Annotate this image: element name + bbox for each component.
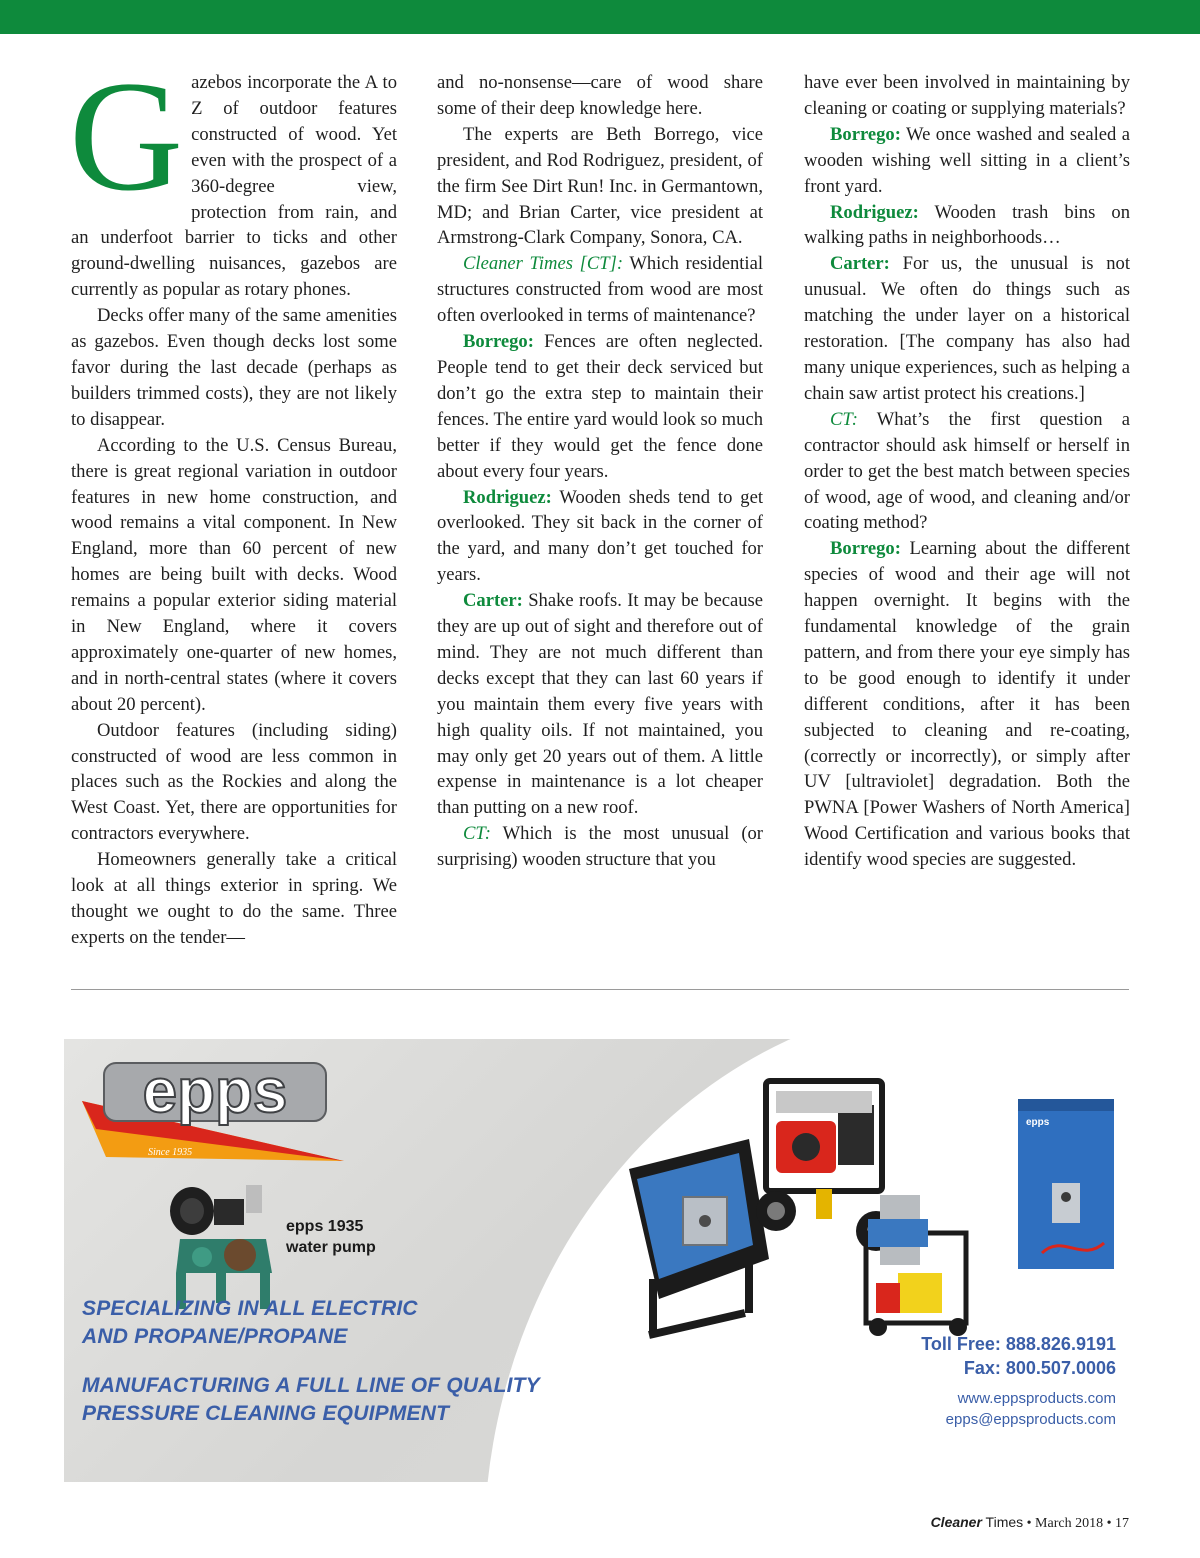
tagline-line: PRESSURE CLEANING EQUIPMENT (82, 1402, 450, 1425)
speaker-label: Borrego: (830, 538, 901, 560)
interview-answer (804, 536, 1130, 873)
interview-question (437, 821, 763, 873)
tagline-line: MANUFACTURING A FULL LINE OF QUALITY (82, 1374, 540, 1397)
email-link[interactable]: epps@eppsproducts.com (945, 1411, 1116, 1428)
paragraph-text: azebos incorporate the A to Z of outdoor features constructed of wood. Yet even with the prospect of a 360-degree view, protection from rain, and an underfoot barrier to ticks and other ground-dwelling nuisances, gazebos are currently as popular as rotary phones. (71, 72, 397, 301)
speaker-label: CT: (830, 408, 858, 430)
speaker-label: Borrego: (463, 331, 534, 353)
speaker-label: Borrego: (830, 123, 901, 145)
interview-answer (804, 251, 1130, 406)
answer-text: We once washed and sealed a wooden wishing well sitting in a client’s front yard. (804, 123, 1130, 197)
speaker-label: Rodriguez: (463, 486, 552, 508)
speaker-label: Carter: (463, 590, 523, 612)
speaker-label: Cleaner Times [CT]: (463, 253, 624, 275)
interview-answer (804, 122, 1130, 200)
article-paragraph: Decks offer many of the same amenities as gazebos. Even though decks lost some favor during the last decade (perhaps as builders trimmed costs), they are not likely to disappear. (71, 305, 397, 430)
answer-text: Wooden trash bins on walking paths in neighborhoods… (804, 201, 1130, 249)
article-paragraph: The experts are Beth Borrego, vice president, and Rod Rodriguez, president, of the firm See Dirt Run! Inc. in Germantown, MD; and Brian Carter, vice president at Armstrong-Clark Company, Sonora, CA. (437, 123, 763, 249)
article-paragraph (69, 49, 397, 303)
question-text: What’s the first question a contractor should ask himself or herself in order to get the best match between species of wood, age of wood, and cleaning and/or coating method? (804, 408, 1130, 534)
magazine-name-suffix: Times (981, 1514, 1024, 1530)
drop-cap: G (69, 49, 184, 224)
speaker-label: Rodriguez: (830, 201, 919, 223)
pump-caption (286, 1216, 376, 1258)
unit-brand-label: epps (1026, 1117, 1050, 1128)
website-link[interactable]: www.eppsproducts.com (957, 1390, 1116, 1407)
article-column-3 (804, 70, 1130, 873)
answer-text: Learning about the different species of wood and their age will not happen overnight. It begins with the fundamental knowledge of the grain pattern, and from there your eye simply has to be good enough to identify it under different conditions, after it has been subjected to cleaning and re-coating, (correctly or incorrectly), or simply after UV [ultraviolet] degradation. Both the PWNA [Power Washers of North America] Wood Certification and various books that identify wood species are suggested. (804, 538, 1130, 871)
article-column-1 (69, 49, 397, 951)
answer-text: Shake roofs. It may be because they are up out of sight and therefore out of mind. They are not much different than decks except that they can last 60 years if you maintain them every five years with high quality oils. If not maintained, you may only get 20 years out of them. A little expense in maintenance is a lot cheaper than putting on a new roof. (437, 590, 763, 819)
interview-answer (804, 200, 1130, 252)
magazine-name: Cleaner (930, 1514, 982, 1530)
speaker-label: CT: (463, 823, 491, 845)
page-footer (931, 1514, 1129, 1532)
interview-answer (437, 329, 763, 484)
tagline-line: SPECIALIZING IN ALL ELECTRIC (82, 1297, 418, 1320)
article-body (69, 49, 1130, 960)
top-color-bar (0, 0, 1200, 34)
answer-text: Wooden sheds tend to get overlooked. They sit back in the corner of the yard, and many don’t get touched for years. (437, 486, 763, 586)
answer-text: For us, the unusual is not unusual. We often do things such as matching the under layer on a historical restoration. [The company has also had many unique experiences, such as helping a chain saw artist protect his creations.] (804, 253, 1130, 404)
epps-logo (82, 1057, 382, 1167)
epps-advertisement (64, 1039, 1136, 1482)
article-paragraph: According to the U.S. Census Bureau, there is great regional variation in outdoor features in new home construction, and wood remains a vital component. In New England, more than 60 percent of new homes are being built with decks. Wood remains a popular exterior siding material in New England, where it covers approximately one-quarter of new homes, and in north-central states (where it covers about 20 percent). (71, 434, 397, 715)
tagline-line: AND PROPANE/PROPANE (82, 1325, 348, 1348)
hot-water-unit-image (854, 1179, 974, 1339)
article-paragraph: and no-nonsense—care of wood share some of their deep knowledge here. (437, 72, 763, 119)
fax-number: Fax: 800.507.0006 (963, 1358, 1116, 1378)
question-text: Which is the most unusual (or surprising) wooden structure that you (437, 823, 763, 871)
logo-since: Since 1935 (148, 1147, 193, 1158)
pump-caption-line: epps 1935 (286, 1218, 364, 1235)
ad-phone-block (921, 1332, 1116, 1380)
tagline-specializing (82, 1295, 418, 1351)
ad-web-block (946, 1388, 1116, 1430)
interview-answer (437, 485, 763, 589)
question-text: Which residential structures constructed from wood are most often overlooked in terms of maintenance? (437, 253, 763, 327)
article-paragraph: Outdoor features (including siding) constructed of wood are less common in places such as the Rockies and along the West Coast. Yet, there are opportunities for contractors everywhere. (71, 719, 397, 845)
interview-question (437, 251, 763, 329)
logo-wordmark: epps (142, 1057, 288, 1126)
article-column-2 (437, 70, 763, 873)
interview-question (804, 407, 1130, 537)
article-paragraph: have ever been involved in maintaining by cleaning or coating or supplying materials? (804, 72, 1130, 119)
answer-text: Fences are often neglected. People tend to get their deck serviced but don’t go the extra step to maintain their fences. The entire yard would look so much better if they would get the fence done about every four years. (437, 331, 763, 482)
water-pump-image (162, 1177, 290, 1311)
interview-answer (437, 588, 763, 821)
tagline-manufacturing (82, 1372, 540, 1428)
issue-and-page: • March 2018 • 17 (1023, 1516, 1129, 1531)
wash-water-recovery-unit-image (1012, 1093, 1120, 1275)
pump-caption-line: water pump (286, 1239, 376, 1256)
section-divider (71, 989, 1129, 990)
toll-free-number: Toll Free: 888.826.9191 (921, 1334, 1116, 1354)
article-paragraph: Homeowners generally take a critical look at all things exterior in spring. We thought we ought to do the same. Three experts on the tender— (71, 849, 397, 948)
speaker-label: Carter: (830, 253, 890, 275)
